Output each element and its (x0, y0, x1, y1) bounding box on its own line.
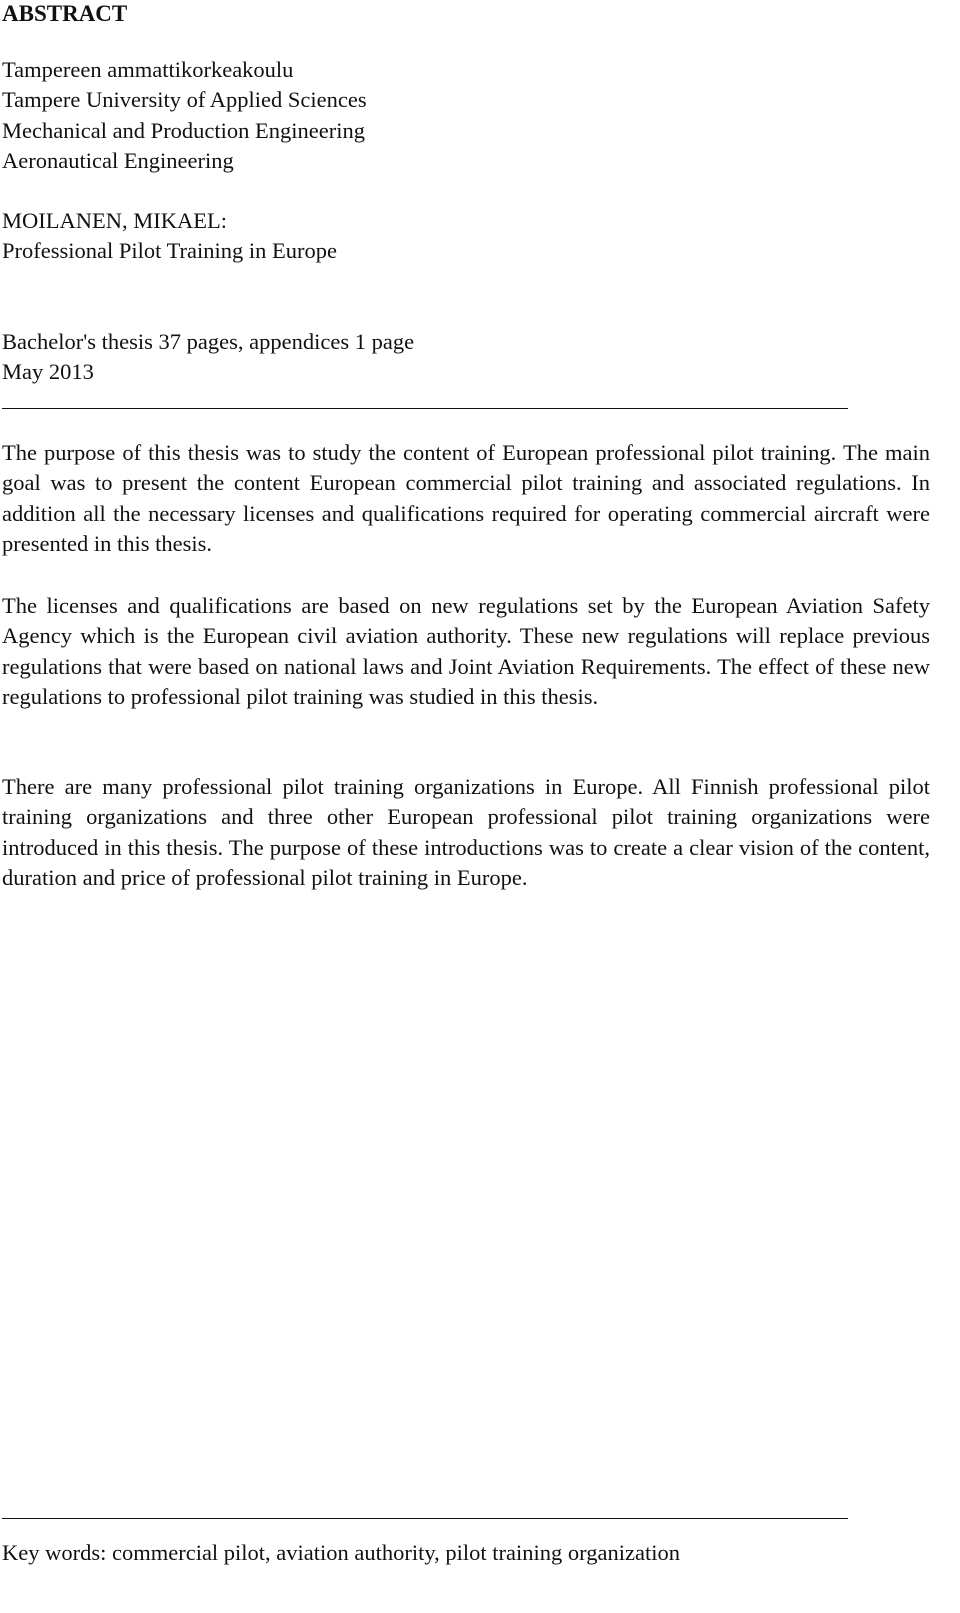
thesis-pages-info: Bachelor's thesis 37 pages, appendices 1 page (2, 329, 415, 354)
author-name: MOILANEN, MIKAEL: (2, 208, 227, 233)
institution-block (2, 55, 367, 176)
abstract-paragraph-1: The purpose of this thesis was to study the content of European professional pilot training. The main goal was to present the content European commercial pilot training and associated regulations. In addition all the necessary licenses and qualifications required for operating commercial aircraft were presented in this thesis. (2, 440, 930, 556)
author-title-block (2, 206, 337, 267)
thesis-date: May 2013 (2, 359, 94, 385)
thesis-title: Professional Pilot Training in Europe (2, 238, 338, 264)
abstract-paragraph-2: The licenses and qualifications are based on new regulations set by the European Aviation Safety Agency which is the European civil aviation authority. These new regulations will replace previous regulations that were based on national laws and Joint Aviation Requirements. The effect of these new regulations to professional pilot training was studied in this thesis. (2, 593, 930, 709)
abstract-paragraph-3: There are many professional pilot training organizations in Europe. All Finnish professional pilot training organizations and three other European professional pilot training organizations were introduced in this thesis. The purpose of these introductions was to create a clear vision of the content, duration and price of professional pilot training in Europe. (2, 774, 930, 890)
keywords-line: Key words: commercial pilot, aviation authority, pilot training organization (2, 1540, 680, 1565)
institution-line-finnish: Tampereen ammattikorkeakoulu (2, 57, 294, 82)
abstract-heading: ABSTRACT (2, 1, 128, 26)
bottom-divider-rule (2, 1518, 848, 1519)
degree-programme-line: Aeronautical Engineering (2, 147, 234, 173)
thesis-info-block (2, 327, 414, 388)
top-divider-rule (2, 408, 848, 409)
institution-line-english: Tampere University of Applied Sciences (2, 87, 367, 113)
department-line: Mechanical and Production Engineering (2, 117, 366, 143)
